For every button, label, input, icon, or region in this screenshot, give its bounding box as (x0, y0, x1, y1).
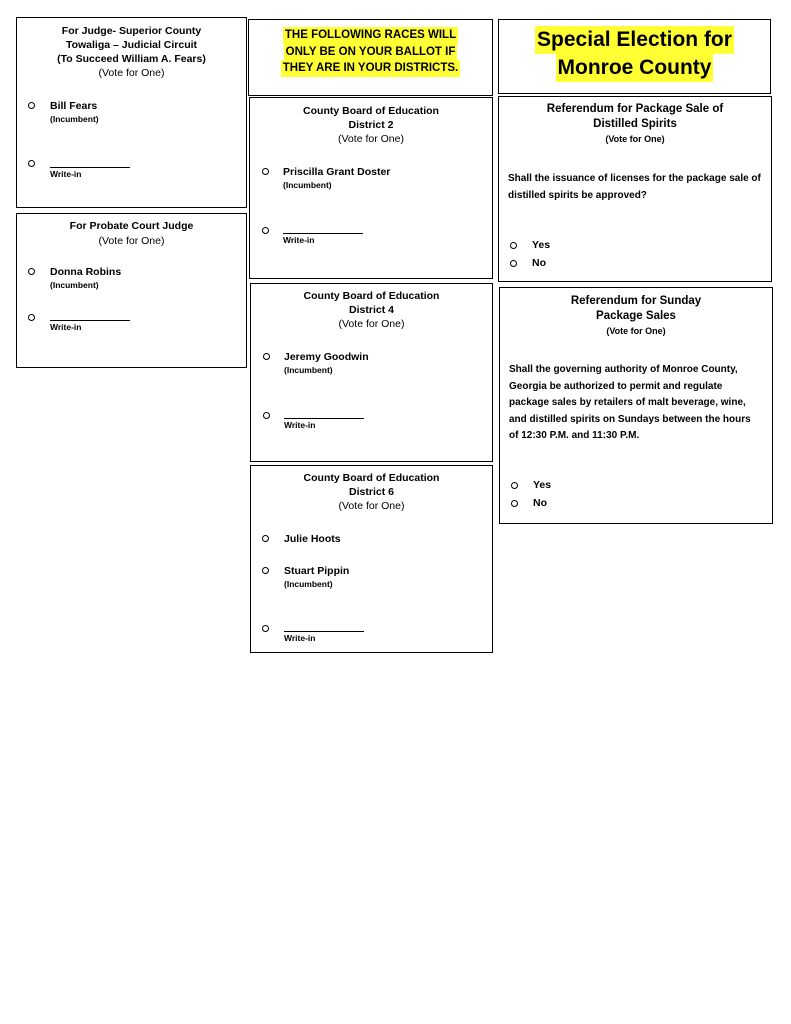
vote-bubble[interactable] (262, 535, 269, 542)
candidate-name: Stuart Pippin (284, 565, 350, 577)
vote-instruction: (Vote for One) (606, 326, 666, 336)
contest-title-line: District 2 (348, 119, 394, 131)
write-in-line[interactable] (50, 158, 130, 168)
special-election-title (498, 19, 771, 94)
candidate-incumbent: (Incumbent) (50, 280, 99, 290)
contest-title-line: (To Succeed William A. Fears) (57, 53, 206, 65)
vote-bubble[interactable] (28, 102, 35, 109)
write-in-option (50, 158, 130, 180)
candidate-option (284, 351, 369, 376)
contest-title-line: District 4 (349, 304, 394, 316)
referendum-header (500, 294, 772, 339)
write-in-label: Write-in (284, 633, 316, 643)
candidate-option (50, 100, 99, 125)
candidate-name: Bill Fears (50, 100, 98, 112)
vote-bubble[interactable] (28, 268, 35, 275)
write-in-label: Write-in (50, 322, 82, 332)
contest-header (250, 104, 492, 146)
vote-bubble[interactable] (28, 160, 35, 167)
contest-title-line: Towaliga – Judicial Circuit (65, 39, 198, 51)
contest-title-line: For Judge- Superior County (61, 25, 202, 37)
contest-judge-superior (16, 17, 247, 208)
vote-instruction: (Vote for One) (98, 67, 165, 79)
contest-probate-judge (16, 213, 247, 368)
referendum-question: Shall the governing authority of Monroe County, Georgia be authorized to permit and regulate package sales by retailers of malt beverage, wine, and distilled spirits on Sundays between the hours of 12:30 P.M. and 11:30 P.M. (509, 364, 751, 441)
write-in-line[interactable] (284, 622, 364, 632)
write-in-option (284, 409, 364, 431)
candidate-name: Priscilla Grant Doster (283, 166, 391, 178)
contest-board-district-6 (250, 465, 493, 653)
contest-board-district-4 (250, 283, 493, 462)
candidate-name: Julie Hoots (284, 533, 341, 545)
referendum-question: Shall the issuance of licenses for the package sale of distilled spirits be approved? (508, 173, 761, 201)
contest-header (251, 471, 492, 513)
option-yes: Yes (532, 239, 551, 251)
write-in-option (50, 311, 130, 333)
option-yes: Yes (533, 479, 552, 491)
write-in-line[interactable] (284, 409, 364, 419)
candidate-name: Jeremy Goodwin (284, 351, 369, 363)
write-in-label: Write-in (50, 169, 82, 179)
candidate-option (50, 266, 121, 291)
contest-title-line: District 6 (349, 486, 394, 498)
vote-bubble-yes[interactable] (510, 242, 517, 249)
title-line: Monroe County (556, 54, 714, 82)
vote-instruction: (Vote for One) (98, 235, 165, 247)
vote-instruction: (Vote for One) (605, 134, 665, 144)
vote-bubble[interactable] (262, 227, 269, 234)
referendum-title-line: Distilled Spirits (593, 118, 677, 130)
write-in-label: Write-in (283, 235, 315, 245)
page-title (499, 26, 770, 82)
candidate-option (283, 166, 390, 191)
contest-board-district-2 (249, 97, 493, 279)
write-in-label: Write-in (284, 420, 316, 430)
notice-line: THEY ARE IN YOUR DISTRICTS. (281, 60, 461, 77)
title-line: Special Election for (535, 26, 734, 54)
referendum-distilled-spirits (498, 96, 772, 282)
candidate-incumbent: (Incumbent) (283, 180, 332, 190)
contest-header (17, 24, 246, 80)
vote-bubble-yes[interactable] (511, 482, 518, 489)
candidate-incumbent: (Incumbent) (284, 365, 333, 375)
vote-bubble[interactable] (262, 168, 269, 175)
candidate-incumbent: (Incumbent) (284, 579, 333, 589)
referendum-sunday-sales (499, 287, 773, 524)
vote-bubble[interactable] (263, 412, 270, 419)
contest-title-line: County Board of Education (303, 290, 440, 302)
candidate-option (284, 565, 349, 590)
contest-header (251, 289, 492, 331)
vote-bubble[interactable] (263, 353, 270, 360)
notice-line: ONLY BE ON YOUR BALLOT IF (284, 44, 458, 61)
referendum-title-line: Referendum for Package Sale of (546, 103, 724, 115)
write-in-line[interactable] (50, 311, 130, 321)
vote-bubble[interactable] (262, 625, 269, 632)
contest-header (17, 219, 246, 248)
candidate-incumbent: (Incumbent) (50, 114, 99, 124)
notice-text (249, 27, 492, 77)
write-in-option (284, 622, 364, 644)
write-in-line[interactable] (283, 224, 363, 234)
referendum-title-line: Referendum for Sunday (570, 295, 702, 307)
vote-instruction: (Vote for One) (338, 318, 405, 330)
referendum-title-line: Package Sales (596, 310, 676, 322)
contest-title-line: County Board of Education (303, 105, 439, 117)
vote-bubble-no[interactable] (511, 500, 518, 507)
write-in-option (283, 224, 363, 246)
referendum-header (499, 102, 771, 147)
district-notice (248, 19, 493, 96)
vote-instruction: (Vote for One) (338, 500, 405, 512)
vote-instruction: (Vote for One) (338, 133, 404, 145)
candidate-option (284, 533, 341, 546)
option-no: No (532, 257, 546, 269)
notice-line: THE FOLLOWING RACES WILL (283, 27, 458, 44)
vote-bubble-no[interactable] (510, 260, 517, 267)
contest-title-line: For Probate Court Judge (69, 220, 194, 232)
contest-title-line: County Board of Education (303, 472, 440, 484)
vote-bubble[interactable] (28, 314, 35, 321)
vote-bubble[interactable] (262, 567, 269, 574)
candidate-name: Donna Robins (50, 266, 122, 278)
option-no: No (533, 497, 547, 509)
